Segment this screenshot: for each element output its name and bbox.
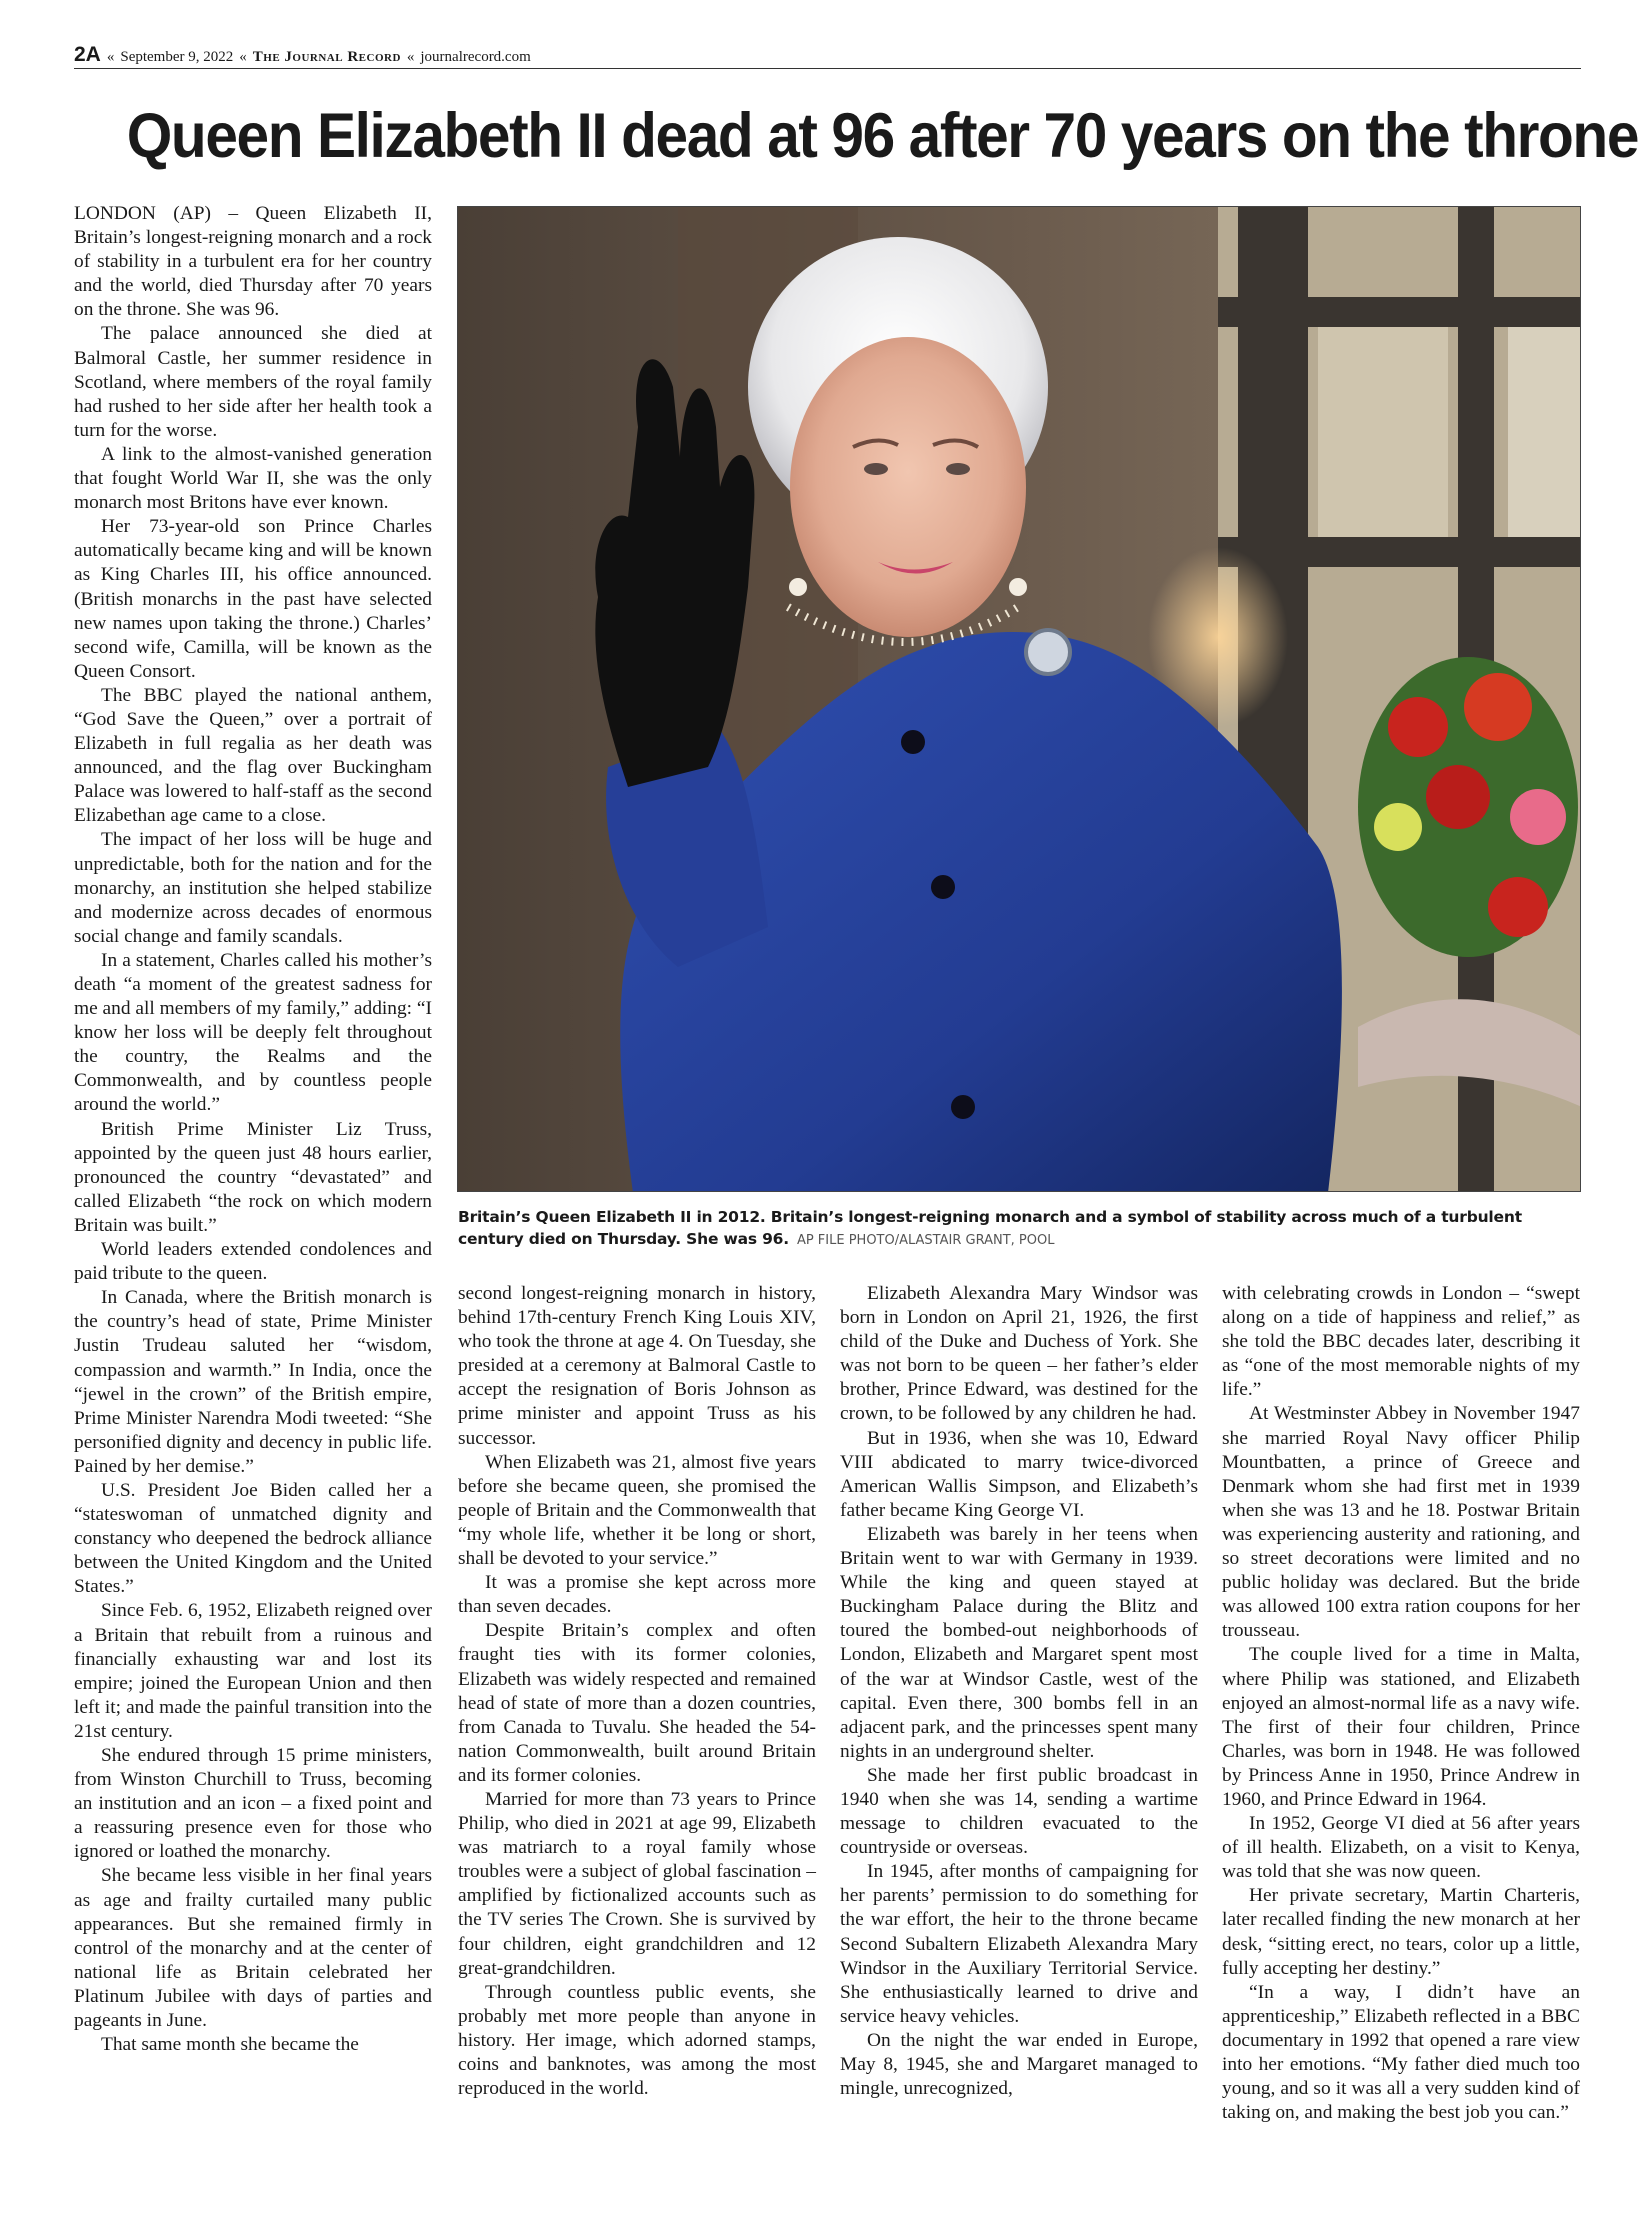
article-paragraph: At Westminster Abbey in November 1947 she married Royal Navy officer Philip Mountbatten, a prince of Greece and Denmark whom she had first met in 1939 when she was 13 and he 18. Postwar Britain was experiencing austerity and rationing, and so street decorations were limited and no public holiday was declared. But the bride was allowed 100 extra ration coupons for her trousseau. (1222, 1403, 1580, 1642)
flower-bouquet (1358, 657, 1581, 1107)
article-paragraph: But in 1936, when she was 10, Edward VIII abdicated to marry twice-divorced American Wallis Simpson, and Elizabeth’s father became King George VI. (840, 1427, 1198, 1521)
article-paragraph: That same month she became the (101, 2034, 359, 2056)
article-paragraph: Since Feb. 6, 1952, Elizabeth reigned over a Britain that rebuilt from a ruinous and financially exhausting war and lost its empire; joined the European Union and then left it; and made the painful transition into the 21st century. (74, 1600, 432, 1742)
article-paragraph: Elizabeth Alexandra Mary Windsor was born in London on April 21, 1926, the first child of the Duke and Duchess of York. She was not born to be queen – her father’s elder brother, Prince Edward, was destined for the crown, to be followed by any children he had. (840, 1283, 1198, 1425)
article-paragraph: second longest-reigning monarch in history, behind 17th-century French King Louis XIV, who took the throne at age 4. On Tuesday, she presided at a ceremony at Balmoral Castle to accept the resignation of Boris Johnson as prime minister and appoint Truss as his successor. (458, 1283, 816, 1449)
page-number: 2A (74, 43, 101, 66)
article-paragraph: In a statement, Charles called his mother’s death “a moment of the greatest sadness for me and all members of my family,” adding: “I know her loss will be deeply felt throughout the country, the Realms and the Commonwealth, and by countless people around the world.” (74, 949, 432, 1116)
article-paragraph: She endured through 15 prime ministers, from Winston Churchill to Truss, becoming an institution and an icon – a fixed point and a reassuring presence even for those who ignored or loathed the monarchy. (74, 1745, 432, 1863)
photo-caption (458, 1206, 1581, 1252)
article-column-3 (840, 1282, 1198, 2101)
caption-text: Britain’s Queen Elizabeth II in 2012. Britain’s longest-reigning monarch and a symbol of stability across much of a turbulent century died on Thursday. She was 96. (458, 1208, 1522, 1248)
article-column-1 (74, 202, 432, 2057)
issue-date: September 9, 2022 (120, 49, 234, 65)
article-paragraph: The palace announced she died at Balmoral Castle, her summer residence in Scotland, where members of the royal family had rushed to her side after her health took a turn for the worse. (74, 323, 432, 441)
article-paragraph: Her private secretary, Martin Charteris, later recalled finding the new monarch at her desk, “sitting erect, no tears, color up a little, fully accepting her destiny.” (1222, 1885, 1580, 1979)
article-paragraph: with celebrating crowds in London – “swept along on a tide of happiness and relief,” as she told the BBC decades later, describing it as “one of the most memorable nights of my life.” (1222, 1283, 1580, 1401)
article-paragraph: In Canada, where the British monarch is the country’s head of state, Prime Minister Justin Trudeau saluted her “wisdom, compassion and warmth.” In India, once the “jewel in the crown” of the British empire, Prime Minister Narendra Modi tweeted: “She personified dignity and decency in public life. Pained by her demise.” (74, 1287, 432, 1477)
article-paragraph: LONDON (AP) – Queen Elizabeth II, Britain’s longest-reigning monarch and a rock of stability in a turbulent era for her country and the world, died Thursday after 70 years on the throne. She was 96. (74, 203, 432, 321)
article-paragraph: On the night the war ended in Europe, May 8, 1945, she and Margaret managed to mingle, unrecognized, (840, 2029, 1198, 2100)
article-column-2 (458, 1282, 816, 2101)
brooch (1026, 630, 1070, 674)
website-url: journalrecord.com (420, 49, 531, 65)
article-paragraph: The impact of her loss will be huge and unpredictable, both for the nation and for the monarchy, an institution she helped stabilize and modernize across decades of enormous social change and family scandals. (74, 829, 432, 947)
article-paragraph: She made her first public broadcast in 1940 when she was 14, sending a wartime message to children evacuated to the countryside or overseas. (840, 1764, 1198, 1859)
article-paragraph: In 1945, after months of campaigning for her parents’ permission to do something for the war effort, the heir to the throne became Second Subaltern Elizabeth Alexandra Mary Windsor in the Auxiliary Territorial Service. She enthusiastically learned to drive and service heavy vehicles. (840, 1861, 1198, 2027)
pearl-earring (789, 578, 807, 596)
headline: Queen Elizabeth II dead at 96 after 70 years on the throne (126, 101, 1639, 171)
folio-separator: « (106, 49, 115, 65)
pearl-earring (1009, 578, 1027, 596)
folio-separator: « (239, 49, 247, 65)
coat-button (931, 875, 955, 899)
article-paragraph: The couple lived for a time in Malta, where Philip was stationed, and Elizabeth enjoyed an almost-normal life as a navy wife. The first of their four children, Prince Charles, was born in 1948. He was followed by Princess Anne in 1950, Prince Andrew in 1960, and Prince Edward in 1964. (1222, 1644, 1580, 1810)
left-eye (864, 463, 888, 475)
photo-credit: AP FILE PHOTO/ALASTAIR GRANT, POOL (796, 1233, 1055, 1248)
article-paragraph: U.S. President Joe Biden called her a “stateswoman of unmatched dignity and constancy who deepened the bedrock alliance between the United Kingdom and the United States.” (74, 1479, 432, 1598)
article-paragraph: A link to the almost-vanished generation that fought World War II, she was the only monarch most Britons have ever known. (74, 443, 432, 514)
article-paragraph: “In a way, I didn’t have an apprenticeship,” Elizabeth reflected in a BBC documentary in 1992 that opened a rare view into her emotions. “My father died much too young, and so it was all a very sudden kind of taking on, and making the best job you can.” (1222, 1981, 1580, 2124)
article-paragraph: When Elizabeth was 21, almost five years before she became queen, she promised the people of Britain and the Commonwealth that “my whole life, whether it be long or short, shall be devoted to your service.” (458, 1451, 816, 1570)
coat-button (951, 1095, 975, 1119)
article-column-4 (1222, 1282, 1580, 2125)
queen-face (790, 337, 1026, 637)
article-paragraph: Despite Britain’s complex and often fraught ties with its former colonies, Elizabeth was widely respected and remained head of state of more than a dozen countries, from Canada to Tuvalu. She headed the 54-nation Commonwealth, built around Britain and its former colonies. (458, 1620, 816, 1786)
article-paragraph: Through countless public events, she probably met more people than anyone in history. Her image, which adorned stamps, coins and banknotes, was among the most reproduced in the world. (458, 1981, 816, 2100)
queen-photo-illustration (458, 207, 1581, 1192)
article-paragraph: Married for more than 73 years to Prince Philip, who died in 2021 at age 99, Elizabeth was matriarch to a royal family whose troubles were a subject of global fascination – amplified by fictionalized accounts such as the TV series The Crown. She is survived by four children, eight grandchildren and 12 great-grandchildren. (458, 1788, 816, 1979)
article-paragraph: She became less visible in her final years as age and frailty curtailed many public appearances. But she remained firmly in control of the monarchy and at the center of national life as Britain celebrated her Platinum Jubilee with days of parties and pageants in June. (74, 1865, 432, 2032)
article-paragraph: Elizabeth was barely in her teens when Britain went to war with Germany in 1939. While the king and queen stayed at Buckingham Palace during the Blitz and toured the bombed-out neighborhoods of London, Elizabeth and Margaret spent most of the war at Windsor Castle, west of the capital. Even there, 300 bombs fell in an adjacent park, and the princesses spent many nights in an underground shelter. (840, 1523, 1198, 1762)
folio-separator: « (406, 49, 415, 65)
publication-name: The Journal Record (252, 49, 401, 65)
right-eye (946, 463, 970, 475)
coat-button (901, 730, 925, 754)
article-paragraph: The BBC played the national anthem, “God Save the Queen,” over a portrait of Elizabeth in full regalia as her death was announced, and the flag over Buckingham Palace was lowered to half-staff as the second Elizabethan age came to a close. (74, 684, 432, 827)
queen-photo (457, 206, 1581, 1192)
article-paragraph: Her 73-year-old son Prince Charles automatically became king and will be known as King Charles III, his office announced. (British monarchs in the past have selected new names upon taking the throne.) Charles’ second wife, Camilla, will be known as the Queen Consort. (74, 516, 432, 682)
page-folio (74, 44, 1581, 69)
article-paragraph: World leaders extended condolences and paid tribute to the queen. (74, 1239, 432, 1285)
article-paragraph: In 1952, George VI died at 56 after years of ill health. Elizabeth, on a visit to Kenya, was told that she was now queen. (1222, 1813, 1580, 1883)
article-paragraph: It was a promise she kept across more than seven decades. (458, 1572, 816, 1618)
article-paragraph: British Prime Minister Liz Truss, appointed by the queen just 48 hours earlier, pronounced the country “devastated” and called Elizabeth “the rock on which modern Britain was built.” (74, 1118, 432, 1236)
